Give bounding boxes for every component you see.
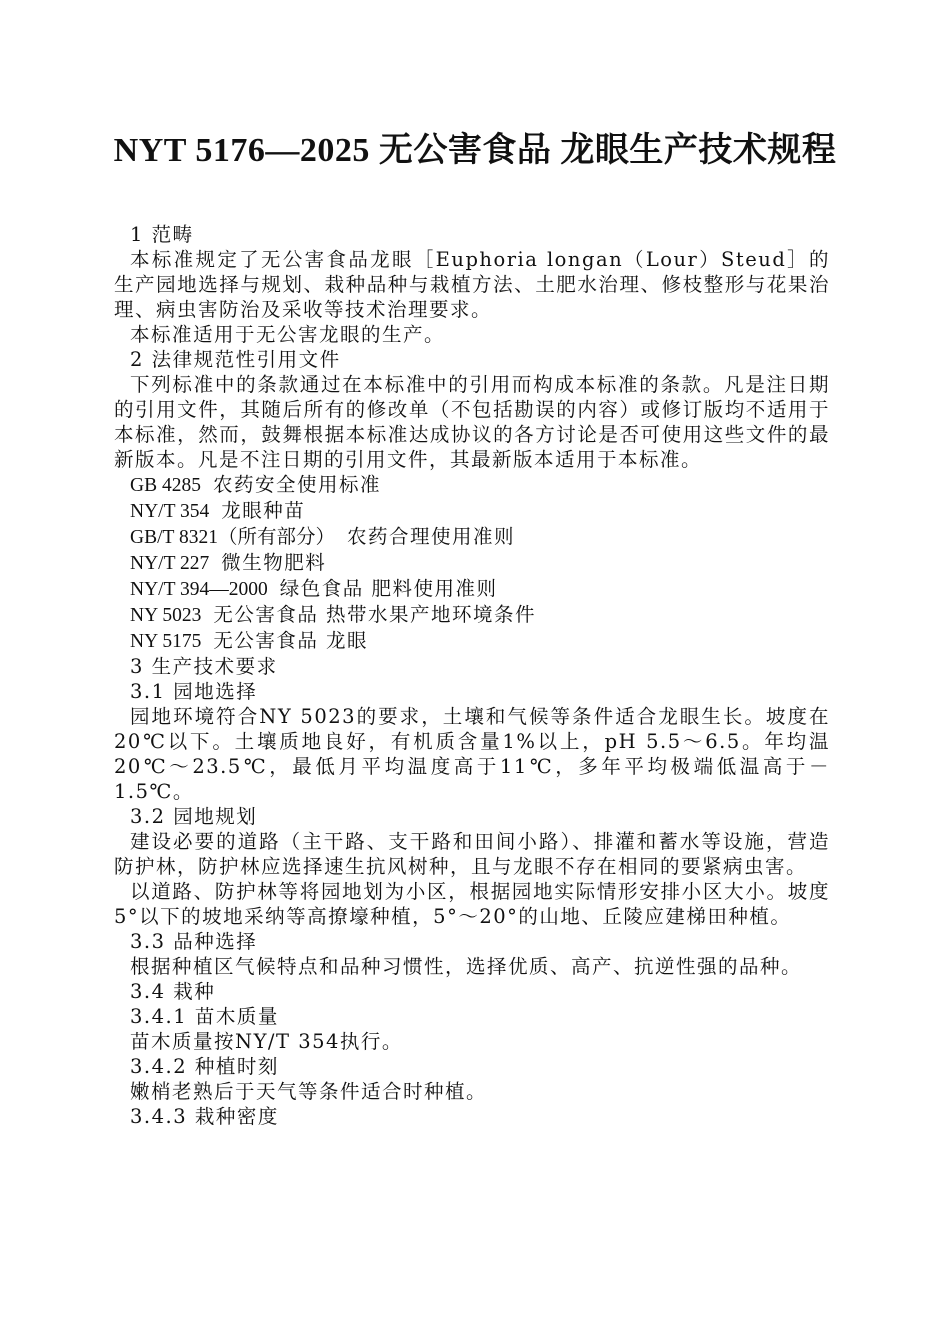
reference-item [114,498,830,524]
reference-name: 微生物肥料 [221,551,327,574]
paragraph: 根据种植区气候特点和品种习惯性，选择优质、高产、抗逆性强的品种。 [130,955,803,978]
document-body [114,222,830,1129]
reference-code: NY/T 354 [130,501,210,522]
reference-name: 农药安全使用标准 [212,473,381,496]
section-heading: 3.4 栽种 [130,980,216,1003]
section-heading: 3.4.3 栽种密度 [130,1105,279,1128]
paragraph: 嫩梢老熟后于天气等条件适合时种植。 [130,1080,488,1103]
section-heading: 3.4.2 种植时刻 [130,1055,279,1078]
reference-code: NY/T 394—2000 [130,579,268,600]
reference-name: 农药合理使用准则 [346,525,515,548]
section-heading: 3.3 品种选择 [130,930,258,953]
reference-item [114,550,830,576]
section-heading: 2 法律规范性引用文件 [130,348,341,371]
section-heading: 3 生产技术要求 [130,655,278,678]
paragraph: 建设必要的道路（主干路、支干路和田间小路）、排灌和蓄水等设施，营造防护林，防护林应选择速生抗风树种，且与龙眼不存在相同的要紧病虫害。 [114,830,830,878]
reference-code: NY 5175 [130,631,202,652]
reference-code: GB/T 8321（所有部分） [130,527,335,548]
reference-code: NY/T 227 [130,553,210,574]
paragraph: 下列标准中的条款通过在本标准中的引用而构成本标准的条款。凡是注日期的引用文件，其随后所有的修改单（不包括勘误的内容）或修订版均不适用于本标准，然而，鼓舞根据本标准达成协议的各方讨论是否可使用这些文件的最新版本。凡是不注日期的引用文件，其最新版本适用于本标准。 [114,373,830,471]
reference-code: NY 5023 [130,605,202,626]
reference-name: 绿色食品 肥料使用准则 [279,577,498,600]
reference-code: GB 4285 [130,475,201,496]
section-heading: 1 范畴 [130,223,194,246]
reference-item [114,576,830,602]
reference-item [114,628,830,654]
paragraph: 苗木质量按NY/T 354执行。 [130,1030,403,1053]
paragraph: 本标准适用于无公害龙眼的生产。 [130,323,446,346]
section-heading: 3.4.1 苗木质量 [130,1005,279,1028]
document-title: NYT 5176—2025 无公害食品 龙眼生产技术规程 [113,132,837,169]
paragraph: 本标准规定了无公害食品龙眼［Euphoria longan（Lour）Steud］的生产园地选择与规划、栽种品种与栽植方法、土肥水治理、修枝整形与花果治理、病虫害防治及采收等技术治理要求。 [114,248,830,321]
reference-item [114,602,830,628]
section-heading: 3.1 园地选择 [130,680,258,703]
reference-name: 无公害食品 热带水果产地环境条件 [213,603,537,626]
reference-name: 无公害食品 龙眼 [213,629,369,652]
reference-item [114,524,830,550]
paragraph: 园地环境符合NY 5023的要求，土壤和气候等条件适合龙眼生长。坡度在20℃以下。土壤质地良好，有机质含量1%以上，pH 5.5～6.5。年均温20℃～23.5℃，最低月平均温度高于11℃，多年平均极端低温高于－1.5℃。 [114,705,830,803]
reference-item [114,472,830,498]
reference-name: 龙眼种苗 [221,499,306,522]
section-heading: 3.2 园地规划 [130,805,258,828]
paragraph: 以道路、防护林等将园地划为小区，根据园地实际情形安排小区大小。坡度5°以下的坡地采纳等高撩壕种植，5°～20°的山地、丘陵应建梯田种植。 [114,880,830,928]
